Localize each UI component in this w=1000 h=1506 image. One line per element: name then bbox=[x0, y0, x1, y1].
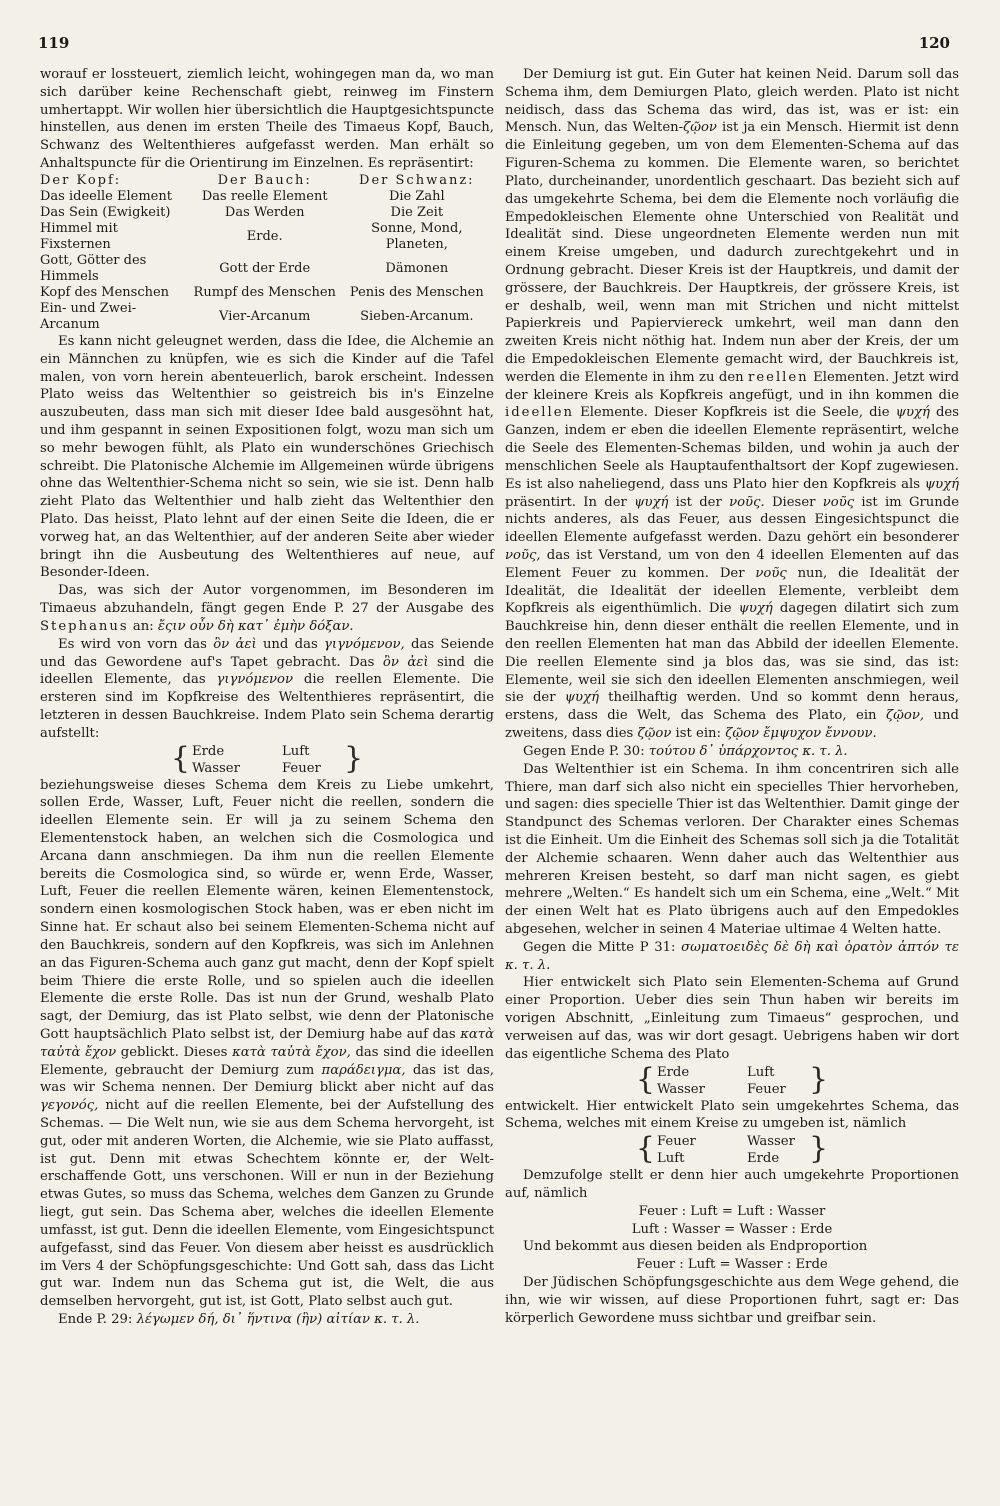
proportion: Luft : Wasser = Wasser : Erde bbox=[631, 1221, 833, 1237]
table-cell: Sonne, Mond, Planeten, bbox=[371, 220, 463, 252]
column-header: Der Kopf: bbox=[40, 172, 122, 188]
paragraph: Demzufolge stellt er denn hier auch umgekehrte Proportionen auf, nämlich bbox=[505, 1168, 959, 1201]
table-cell: Dämonen bbox=[385, 260, 449, 276]
table-cell: Das ideelle Element bbox=[40, 188, 172, 204]
schema-item: Feuer bbox=[657, 1134, 696, 1150]
paragraph: Ende P. 29: λέγωμεν δή, δι᾽ ἥντινα (ἣν) αἰτίαν κ. τ. λ. bbox=[58, 1311, 420, 1327]
table-row bbox=[40, 253, 494, 285]
table-row bbox=[40, 285, 494, 301]
proportion: Feuer : Luft = Wasser : Erde bbox=[636, 1257, 828, 1273]
paragraph: Gegen Ende P. 30: τούτου δ᾽ ὑπάρχοντος κ. τ. λ. bbox=[523, 743, 848, 759]
schema-item: Wasser bbox=[192, 760, 240, 776]
table-cell: Die Zahl bbox=[388, 188, 445, 204]
table-cell: Das Sein (Ewigkeit) bbox=[40, 204, 171, 220]
paragraph: entwickelt. Hier entwickelt Plato sein umgekehrtes Schema, das Schema, welches mit einem Kreise zu umgeben ist, nämlich bbox=[505, 1098, 959, 1132]
paragraph: Der Jüdischen Schöpfungsgeschichte aus dem Wege gehend, die ihn, wie wir wissen, auf diese Proportionen fuhrt, sagt er: Das körperlich Gewordene muss sichtbar und greifbar sein. bbox=[505, 1275, 959, 1326]
paragraph: Und bekommt aus diesen beiden als Endproportion bbox=[523, 1239, 868, 1255]
table-row bbox=[40, 189, 494, 205]
schema-item: Erde bbox=[192, 743, 225, 759]
correspondence-table bbox=[40, 173, 494, 333]
schema-item: Feuer bbox=[282, 760, 321, 776]
paragraph: Das, was sich der Autor vorgenommen, im Besonderen im Timaeus abzuhandeln, fängt gegen Ende P. 27 der Ausgabe des Stephanus an: ἔςιν οὖν δὴ κατ᾽ ἐμὴν δόξαν. bbox=[40, 583, 494, 634]
table-cell: Das reelle Element bbox=[201, 188, 328, 204]
column-header: Der Bauch: bbox=[217, 172, 312, 188]
schema-item: Erde bbox=[747, 1151, 780, 1167]
table-cell: Rumpf des Menschen bbox=[193, 284, 336, 300]
table-cell: Erde. bbox=[246, 228, 283, 244]
table-cell: Die Zeit bbox=[390, 204, 444, 220]
paragraph: Der Demiurg ist gut. Ein Guter hat keinen Neid. Darum soll das Schema ihm, dem Demiurgen Plato, gleich werden. Plato ist nicht neidisch, dass das Schema das wird, das ist, was er ist: ein Mensch. Nun, das Welten-ζῷον ist ja ein Mensch. Hiermit ist denn die Einleitung gegeben, um von dem Elementen-Schema auf das Figuren-Schema zu kommen. Die Elemente waren, so berichtet Plato, durcheinander, unordentlich geschaart. Das bezieht sich auf das umgekehrte Schema, bei dem die Elemente noch vorläufig die Empedokleischen Elemente ohne Unterschied von Realität und Idealität sind. Diese ungeordneten Elemente werden nun mit einem Kreise umgeben, und dadurch zurechtgekehrt und in Ordnung gebracht. Dieser Kreis ist der Hauptkreis, und damit der grössere, der Bauchkreis. Der Hauptkreis, der grössere Kreis, ist er deshalb, weil, wenn man mit Strichen und nicht mittelst Papierkreis und Papierviereck umkehrt, weil man dann den zweiten Kreis nicht nöthig hat. Indem nun aber der Kreis, der um die Empedokleischen Elemente gemacht wird, der Bauchkreis ist, werden die Elemente in ihm zu den reellen Elementen. Jetzt wird der kleinere Kreis als Kopfkreis angefügt, und in ihn kommen die ideellen Elemente. Dieser Kopfkreis ist die Seele, die ψυχή des Ganzen, indem er eben die ideellen Elemente repräsentirt, welche die Seele des Elementen-Schemas bilden, und wohin ja auch der menschlichen Seele als Hauptaufenthaltsort der Kopf zugewiesen. Es ist also naheliegend, dass uns Plato hier den Kopfkreis als ψυχή präsentirt. In der ψυχή ist der νοῦς. Dieser νοῦς ist im Grunde nichts anderes, als das Feuer, aus dessen Eingesichtspunct die ideellen Elemente aufgefasst werden. Dazu gehört ein besonderer νοῦς, das ist Verstand, um von den 4 ideellen Elementen auf das Element Feuer zu kommen. Der νοῦς nun, die Idealität der Idealität, die Idealität der ideellen Elemente, verbleibt dem Kopfkreis als eigenthümlich. Die ψυχή dagegen dilatirt sich zum Bauchkreise hin, denn dieser enthält die reellen Elemente, und in den reellen Elementen hat man das Abbild der ideellen Elemente. Die reellen Elemente sind ja blos das, was sie sind, das ist: Elemente, weil sie sich den ideellen Elementen anschmiegen, weil sie der ψυχή theilhaftig werden. Und so kommt denn heraus, erstens, dass die Welt, das Schema des Plato, ein ζῷον, und zweitens, dass dies ζῷον ist ein: ζῷον ἔμψυχον ἔννουν. bbox=[505, 67, 960, 742]
paragraph: beziehungsweise dieses Schema dem Kreis zu Liebe umkehrt, sollen Erde, Wasser, Luft, Feuer nicht die reellen, sondern die ideellen Elemente sein. Er will ja zu seinem Schema den Elementenstock haben, an welchen sich die Cosmologica und Arcana dann anschmiegen. Da ihm nun die reellen Elemente bereits die Cosmologica sind, so würde er, wenn Erde, Wasser, Luft, Feuer die reellen Elemente wären, keinen Elementenstock, sondern einen kosmologischen Stock haben, was er eben nicht im Sinne hat. Er schaut also bei seinem Elementen-Schema nicht auf den Bauchkreis, sondern auf den Kopfkreis, was sich im Anlehnen an das Figuren-Schema auch ganz gut macht, denn der Kopf spielt beim Thiere die erste Rolle, und so spielen auch die ideellen Elemente die erste Rolle. Das ist nun der Grund, weshalb Plato sagt, der Demiurg, das ist Plato selbst, wie denn der Platonische Gott hauptsächlich Plato selbst ist, der Demiurg habe auf das κατὰ ταὐτὰ ἔχον geblickt. Dieses κατὰ ταὐτὰ ἔχον, das sind die ideellen Elemente, gebraucht der Demiurg zum παράδειγμα, das ist das, was wir Schema nennen. Der Demiurg blickt aber nicht auf das γεγονός, nicht auf die reellen Elemente, bei der Aufstellung des Schemas. — Die Welt nun, wie sie aus dem Schema hervorgeht, ist gut, oder mit anderen Worten, die Alchemie, wie sie Plato auffasst, ist gut. Denn mit etwas Schechtem könnte er, der Welt-erschaffende Gott, uns verschonen. Will er nun in der Beziehung etwas Gutes, so muss das Schema, welches dem Ganzen zu Grunde liegt, gut sein. Das Schema aber, welches die ideellen Elemente umfasst, ist gut. Denn die ideellen Elemente, vom Eingesichtspunct aufgefasst, sind das Feuer. Von diesem aber heisst es ausdrücklich im Vers 4 der Schöpfungsgeschichte: Und Gott sah, dass das Licht gut war. Indem nun das Schema gut ist, die Welt, die aus demselben hervorgeht, gut ist, ist Gott, Plato selbst auch gut. bbox=[40, 777, 494, 1310]
paragraph: Das Weltenthier ist ein Schema. In ihm concentriren sich alle Thiere, man darf sich also nicht ein specielles Thier hervorheben, und sagen: dies specielle Thier ist das Weltenthier. Damit ginge der Standpunct des Schemas verloren. Der Charakter eines Schemas ist die Einheit. Um die Einheit des Schemas soll sich ja die Totalität der Alchemie schaaren. Wenn daher auch das Weltenthier aus mehreren Kreisen besteht, so darf man nicht sagen, es giebt mehrere „Welten.“ Es handelt sich um ein Schema, eine „Welt.“ Mit der einen Welt hat es Plato übrigens auch auf den Empedokles abgesehen, welcher in seinen 4 Materiae ultimae 4 Welten hatte. bbox=[505, 761, 959, 937]
element-schema bbox=[505, 1061, 959, 1098]
table-cell: Ein- und Zwei-Arcanum bbox=[40, 300, 137, 332]
table-cell: Das Werden bbox=[224, 204, 305, 220]
right-brace: } bbox=[809, 1061, 829, 1097]
page-number-right: 120 bbox=[918, 34, 950, 52]
schema-item: Luft bbox=[282, 743, 310, 759]
table-row bbox=[40, 301, 494, 333]
element-schema bbox=[40, 740, 494, 777]
table-cell: Kopf des Menschen bbox=[40, 284, 170, 300]
left-brace: { bbox=[635, 1061, 655, 1097]
right-brace: } bbox=[809, 1131, 829, 1167]
paragraph: Es kann nicht geleugnet werden, dass die Idee, die Alchemie an ein Männchen zu knüpfen, wie es sich die Kinder auf die Tafel malen, von vorn herein abenteuerlich, barok erscheint. Indessen Plato weiss das Weltenthier so geistreich bis in's Einzelne auszubeuten, dass man sich mit dieser Idee bald ausgesöhnt hat, und ihm gespannt in seinen Expositionen folgt, wozu man sich um so mehr bewogen fühlt, als Plato ein wunderschönes Griechisch schreibt. Die Platonische Alchemie im Allgemeinen würde übrigens ohne das Weltenthier-Schema nicht so sein, wie sie ist. Denn halb zieht Plato das Weltenthier und halb zieht das Weltenthier den Plato. Das heisst, Plato lehnt auf der einen Seite die Ideen, die er vorweg hat, an das Weltenthier, auf der anderen Seite aber wieder bringt ihn die Ausbeutung des Weltenthieres auf neue, auf Besonder-Ideen. bbox=[40, 333, 494, 581]
schema-item: Wasser bbox=[657, 1081, 705, 1097]
schema-item: Feuer bbox=[747, 1081, 786, 1097]
table-cell: Gott, Götter des Himmels bbox=[40, 252, 147, 284]
schema-item: Luft bbox=[747, 1064, 775, 1080]
right-column bbox=[505, 66, 959, 1327]
schema-item: Wasser bbox=[747, 1134, 795, 1150]
table-cell: Penis des Menschen bbox=[349, 284, 484, 300]
page-number-left: 119 bbox=[38, 34, 70, 52]
table-cell: Sieben-Arcanum. bbox=[360, 308, 474, 324]
paragraph: worauf er lossteuert, ziemlich leicht, wohingegen man da, wo man sich darüber keine Rechenschaft giebt, reinweg im Finstern umhertappt. Wir wollen hier übersichtlich die Hauptgesichtspuncte hinstellen, aus denen im ersten Theile des Timaeus Kopf, Bauch, Schwanz des Weltenthieres aufgefasst werden. Man erhält so Anhaltspuncte für die Orientirung im Einzelnen. Es repräsentirt: bbox=[40, 67, 494, 172]
table-row bbox=[40, 221, 494, 253]
paragraph: Es wird von vorn das ὂν ἀεὶ und das γιγνόμενον, das Seiende und das Gewordene auf's Tapet gebracht. Das ὂν ἀεὶ sind die ideellen Elemente, das γιγνόμενον die reellen Elemente. Die ersteren sind im Kopfkreise des Weltenthieres repräsentirt, die letzteren in dessen Bauchkreise. Indem Plato sein Schema derartig aufstellt: bbox=[40, 636, 494, 741]
paragraph: Hier entwickelt sich Plato sein Elementen-Schema auf Grund einer Proportion. Ueber dies sein Thun haben wir bereits im vorigen Abschnitt, „Einleitung zum Timaeus“ gesprochen, und verweisen auf das, was wir dort gesagt. Uebrigens haben wir dort das eigentliche Schema des Plato bbox=[505, 975, 959, 1062]
table-row bbox=[40, 205, 494, 221]
element-schema-reversed bbox=[505, 1133, 959, 1167]
left-brace: { bbox=[635, 1131, 655, 1167]
paragraph: Gegen die Mitte P 31: σωματοειδὲς δὲ δὴ καὶ ὁρατὸν ἁπτόν τε κ. τ. λ. bbox=[505, 939, 959, 973]
left-brace: { bbox=[170, 740, 190, 776]
table-cell: Gott der Erde bbox=[219, 260, 311, 276]
schema-item: Luft bbox=[657, 1151, 685, 1167]
table-cell: Himmel mit Fixsternen bbox=[40, 220, 118, 252]
table-cell: Vier-Arcanum bbox=[219, 308, 311, 324]
left-column bbox=[40, 66, 494, 1329]
schema-item: Erde bbox=[657, 1064, 690, 1080]
right-brace: } bbox=[344, 740, 364, 776]
proportion: Feuer : Luft = Luft : Wasser bbox=[638, 1203, 826, 1219]
column-header: Der Schwanz: bbox=[359, 172, 475, 188]
